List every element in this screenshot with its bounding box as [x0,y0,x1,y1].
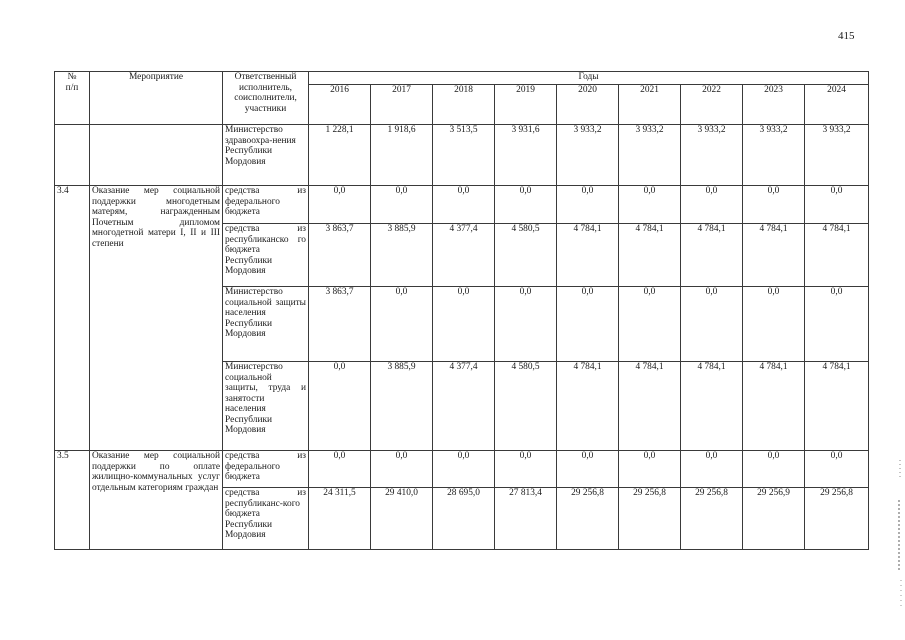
responsible-cell: Министерство социальной защиты, труда и занятости населения Республики Мордовия [223,362,309,451]
value-cell: 0,0 [309,186,371,224]
measure-cell: Оказание мер социальной поддержки по оплате жилищно-коммунальных услуг отдельным категориям граждан [90,451,223,550]
page-number: 415 [838,30,855,42]
value-cell: 0,0 [619,287,681,362]
header-measure: Мероприятие [90,72,223,125]
header-year: 2020 [557,85,619,125]
value-cell: 0,0 [557,186,619,224]
value-cell: 4 784,1 [557,362,619,451]
value-cell: 28 695,0 [433,488,495,550]
value-cell: 3 933,2 [743,125,805,186]
value-cell: 4 784,1 [619,224,681,287]
value-cell: 4 580,5 [495,362,557,451]
value-cell: 3 513,5 [433,125,495,186]
value-cell: 0,0 [557,287,619,362]
header-year: 2017 [371,85,433,125]
value-cell: 4 784,1 [557,224,619,287]
value-cell: 0,0 [371,451,433,488]
header-year: 2023 [743,85,805,125]
header-num: № п/п [55,72,90,125]
header-year: 2021 [619,85,681,125]
value-cell: 3 863,7 [309,287,371,362]
measure-cell [90,125,223,186]
value-cell: 3 931,6 [495,125,557,186]
value-cell: 0,0 [743,287,805,362]
value-cell: 4 784,1 [681,224,743,287]
value-cell: 0,0 [681,451,743,488]
value-cell: 29 410,0 [371,488,433,550]
value-cell: 0,0 [619,451,681,488]
value-cell: 0,0 [805,287,869,362]
value-cell: 29 256,8 [805,488,869,550]
header-year: 2016 [309,85,371,125]
value-cell: 3 933,2 [619,125,681,186]
header-year: 2018 [433,85,495,125]
responsible-cell: Министерство здравоохра-нения Республики Мордовия [223,125,309,186]
value-cell: 0,0 [805,451,869,488]
num-cell [55,125,90,186]
responsible-cell: средства из федерального бюджета [223,186,309,224]
value-cell: 24 311,5 [309,488,371,550]
value-cell: 0,0 [681,186,743,224]
value-cell: 0,0 [309,362,371,451]
responsible-cell: средства из республиканско го бюджета Республики Мордовия [223,224,309,287]
value-cell: 0,0 [433,186,495,224]
value-cell: 0,0 [433,287,495,362]
header-responsible: Ответственный исполнитель, соисполнители, участники [223,72,309,125]
value-cell: 29 256,8 [619,488,681,550]
table-row [55,451,869,488]
value-cell: 0,0 [743,186,805,224]
value-cell: 4 784,1 [619,362,681,451]
value-cell: 1 228,1 [309,125,371,186]
header-year: 2024 [805,85,869,125]
measure-cell: Оказание мер социальной поддержки многодетным матерям, награжденным Почетным дипломом многодетной матери I, II и III степени [90,186,223,451]
value-cell: 4 784,1 [681,362,743,451]
header-year: 2019 [495,85,557,125]
table-row [55,125,869,186]
responsible-cell: средства из федерального бюджета [223,451,309,488]
table-row [55,186,869,224]
value-cell: 4 377,4 [433,362,495,451]
value-cell: 0,0 [309,451,371,488]
value-cell: 0,0 [495,186,557,224]
scan-noise [897,460,903,610]
value-cell: 3 933,2 [805,125,869,186]
value-cell: 0,0 [619,186,681,224]
value-cell: 29 256,9 [743,488,805,550]
value-cell: 0,0 [433,451,495,488]
value-cell: 0,0 [495,287,557,362]
value-cell: 4 784,1 [743,362,805,451]
value-cell: 4 784,1 [743,224,805,287]
responsible-cell: средства из республиканс-кого бюджета Республики Мордовия [223,488,309,550]
value-cell: 3 885,9 [371,224,433,287]
responsible-cell: Министерство социальной защиты населения Республики Мордовия [223,287,309,362]
num-cell: 3.5 [55,451,90,550]
value-cell: 0,0 [743,451,805,488]
budget-table [54,71,869,550]
value-cell: 0,0 [371,186,433,224]
value-cell: 0,0 [681,287,743,362]
value-cell: 4 377,4 [433,224,495,287]
value-cell: 3 885,9 [371,362,433,451]
value-cell: 3 863,7 [309,224,371,287]
value-cell: 29 256,8 [681,488,743,550]
value-cell: 0,0 [495,451,557,488]
header-year: 2022 [681,85,743,125]
value-cell: 1 918,6 [371,125,433,186]
value-cell: 4 784,1 [805,362,869,451]
value-cell: 0,0 [557,451,619,488]
header-years: Годы [309,72,869,85]
value-cell: 0,0 [805,186,869,224]
value-cell: 0,0 [371,287,433,362]
value-cell: 4 580,5 [495,224,557,287]
value-cell: 4 784,1 [805,224,869,287]
value-cell: 27 813,4 [495,488,557,550]
value-cell: 3 933,2 [557,125,619,186]
value-cell: 29 256,8 [557,488,619,550]
num-cell: 3.4 [55,186,90,451]
value-cell: 3 933,2 [681,125,743,186]
